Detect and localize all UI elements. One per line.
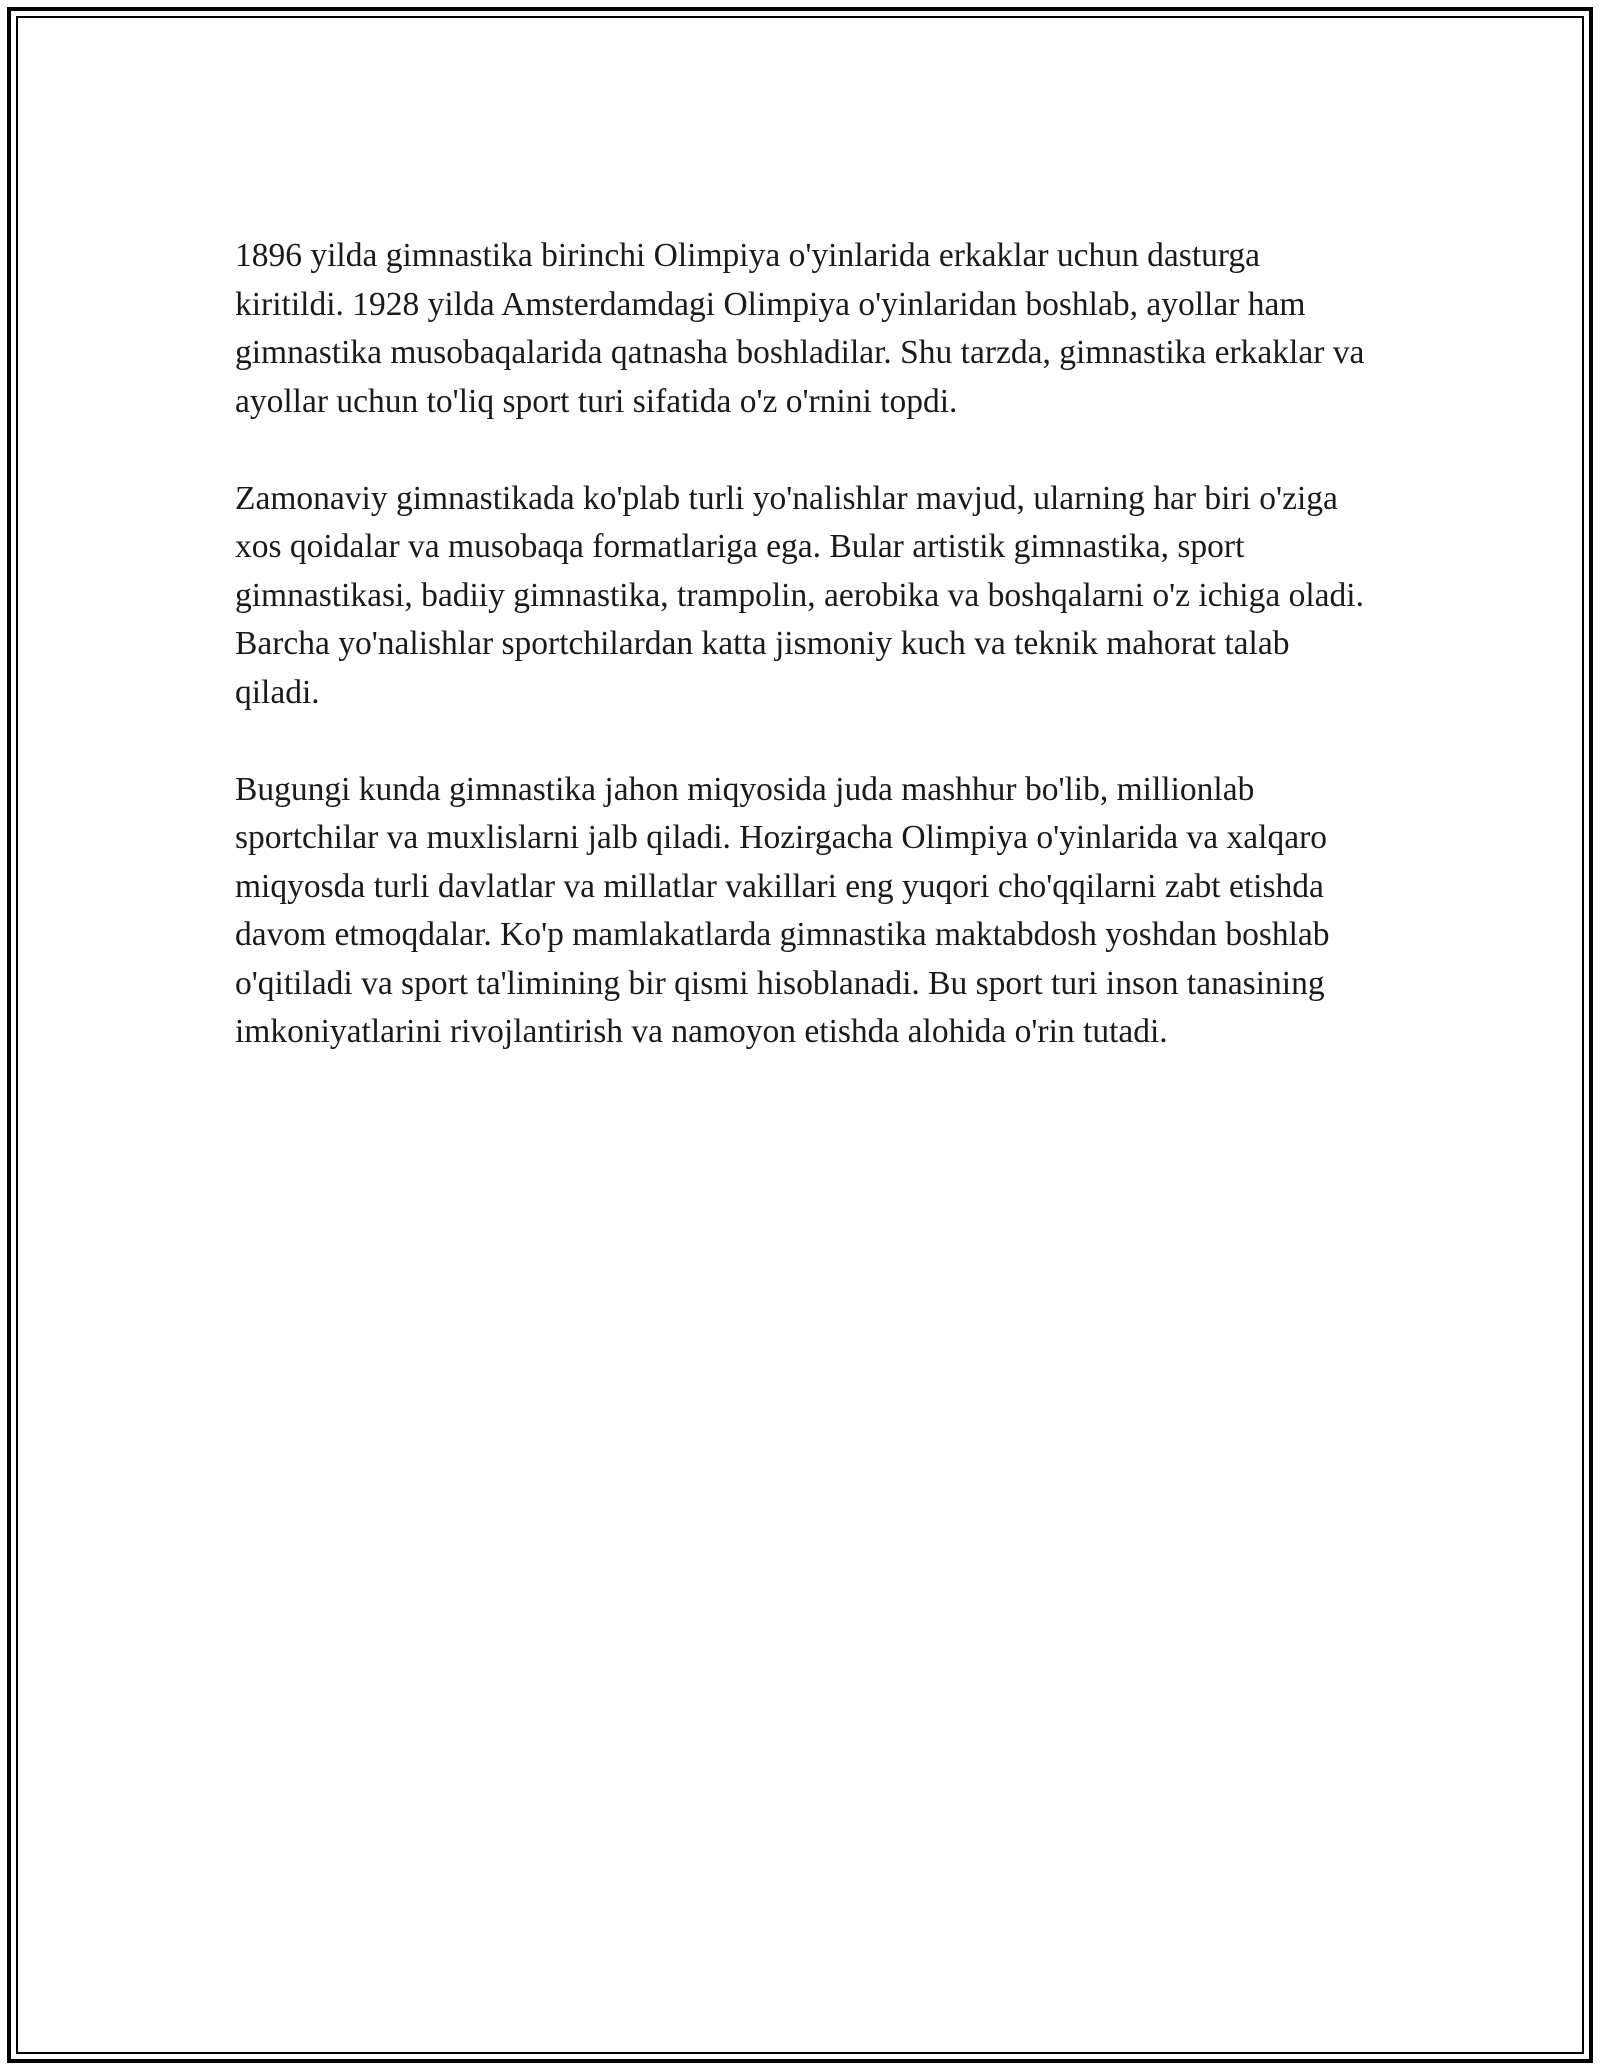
paragraph-1: 1896 yilda gimnastika birinchi Olimpiya o'yinlarida erkaklar uchun dasturga kiritildi. 1928 yilda Amsterdamdagi Olimpiya o'yinlaridan boshlab, ayollar ham gimnastika musobaqalarida qatnasha boshladilar. Shu tarzda, gimnastika erkaklar va ayollar uchun to'liq sport turi sifatida o'z o'rnini topdi. [235,237,1365,420]
paragraph-3: Bugungi kunda gimnastika jahon miqyosida juda mashhur bo'lib, millionlab sportchilar va muxlislarni jalb qiladi. Hozirgacha Olimpiya o'yinlarida va xalqaro miqyosda turli davlatlar va millatlar vakillari eng yuqori cho'qqilarni zabt etishda davom etmoqdalar. Ko'p mamlakatlarda gimnastika maktabdosh yoshdan boshlab o'qitiladi va sport ta'limining bir qismi hisoblanadi. Bu sport turi inson tanasining imkoniyatlarini rivojlantirish va namoyon etishda alohida o'rin tutadi. [235,770,1330,1050]
document-body [235,232,1375,1057]
paragraph-2: Zamonaviy gimnastikada ko'plab turli yo'nalishlar mavjud, ularning har biri o'ziga xos qoidalar va musobaqa formatlariga ega. Bular artistik gimnastika, sport gimnastikasi, badiiy gimnastika, trampolin, aerobika va boshqalarni o'z ichiga oladi. Barcha yo'nalishlar sportchilardan katta jismoniy kuch va teknik mahorat talab qiladi. [235,479,1364,711]
